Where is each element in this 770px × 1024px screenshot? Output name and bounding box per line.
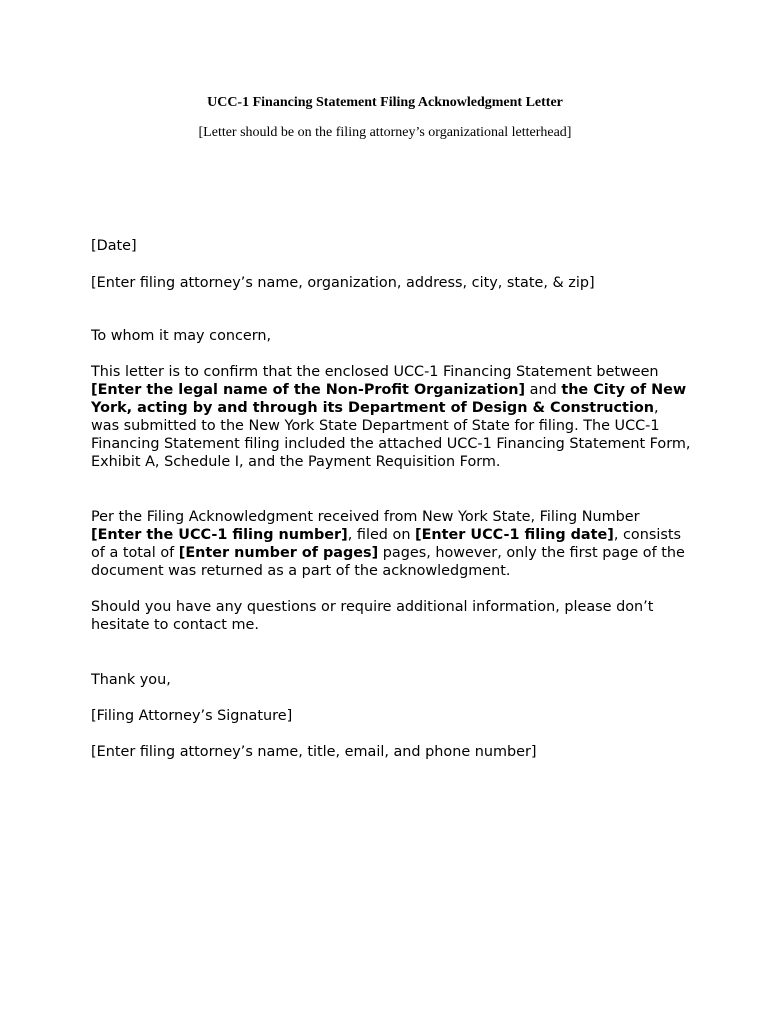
paragraph-acknowledgment-text-3: , consists of a total of <box>91 527 681 561</box>
org-name-placeholder: [Enter the legal name of the Non-Profit Organization] <box>91 382 526 398</box>
contact-info-placeholder: [Enter filing attorney’s name, title, email, and phone number] <box>91 744 537 760</box>
paragraph-confirmation <box>91 363 691 471</box>
date-placeholder: [Date] <box>91 238 137 254</box>
filing-number-placeholder: [Enter the UCC-1 filing number] <box>91 527 348 543</box>
city-party-name: the City of New York, acting by and through its Department of Design & Construction <box>91 382 687 416</box>
signature-placeholder: [Filing Attorney’s Signature] <box>91 708 293 724</box>
paragraph-confirmation-text-1: This letter is to confirm that the enclosed UCC-1 Financing Statement between <box>91 364 659 380</box>
paragraph-confirmation-text-3: , was submitted to the New York State Department of State for filing. The UCC-1 Financing Statement filing included the attached UCC-1 Financing Statement Form, Exhibit A, Schedule I, and the Payment Requisition Form. <box>91 400 691 470</box>
document-title: UCC-1 Financing Statement Filing Acknowledgment Letter <box>207 95 563 110</box>
paragraph-acknowledgment-text-2: , filed on <box>347 527 416 543</box>
closing: Thank you, <box>91 672 171 688</box>
paragraph-confirmation-text-2: and <box>525 382 562 398</box>
paragraph-acknowledgment <box>91 508 691 580</box>
filing-date-placeholder: [Enter UCC-1 filing date] <box>415 527 614 543</box>
attorney-address-placeholder: [Enter filing attorney’s name, organization, address, city, state, & zip] <box>91 275 595 291</box>
paragraph-contact-request: Should you have any questions or require additional information, please don’t hesitate to contact me. <box>91 599 654 633</box>
letterhead-note: [Letter should be on the filing attorney’s organizational letterhead] <box>198 125 572 140</box>
greeting: To whom it may concern, <box>91 328 272 344</box>
page-count-placeholder: [Enter number of pages] <box>178 545 379 561</box>
paragraph-acknowledgment-text-4: pages, however, only the first page of the document was returned as a part of the acknowledgment. <box>91 545 685 579</box>
paragraph-acknowledgment-text-1: Per the Filing Acknowledgment received from New York State, Filing Number <box>91 509 640 525</box>
